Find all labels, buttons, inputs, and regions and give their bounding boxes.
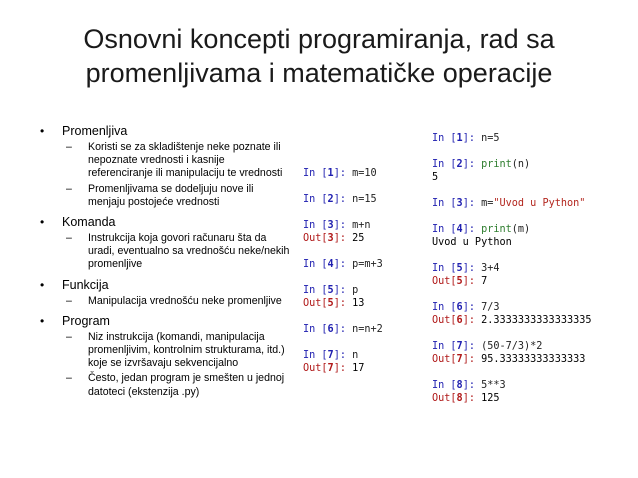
- code-line: [432, 236, 592, 249]
- bullet-dot-icon: •: [40, 313, 45, 328]
- prompt-number: 3: [327, 233, 334, 244]
- code-text: (m): [511, 224, 531, 235]
- code-line: [303, 284, 383, 297]
- prompt-number: 4: [456, 224, 463, 235]
- output-prompt: Out[: [432, 354, 457, 365]
- sub-bullet-text: Instrukcija koja govori računaru šta da uradi, eventualno sa vrednošću neke/nekih promenljive: [88, 232, 290, 271]
- code-line: [303, 271, 383, 284]
- bullet-dot-icon: •: [40, 277, 45, 292]
- code-line: [303, 180, 383, 193]
- prompt-number: 5: [456, 263, 463, 274]
- code-line: [303, 219, 383, 232]
- code-line: [432, 366, 592, 379]
- sub-bullet-text: Koristi se za skladištenje neke poznate ili nepoznate vrednosti i kasnije referenciranje ili manipulaciju te vrednosti: [88, 141, 283, 180]
- input-prompt: ]:: [462, 380, 482, 391]
- input-prompt: In [: [432, 224, 457, 235]
- code-line: [432, 379, 592, 392]
- bullet-label: Promenljiva: [62, 124, 128, 138]
- output-prompt: ]:: [462, 393, 482, 404]
- output-prompt: Out[: [432, 393, 457, 404]
- code-line: [303, 362, 383, 375]
- code-keyword: print: [481, 159, 512, 170]
- input-prompt: ]:: [462, 133, 482, 144]
- input-prompt: ]:: [333, 259, 353, 270]
- bullet-dot-icon: •: [40, 215, 45, 230]
- code-line: [303, 323, 383, 336]
- input-prompt: In [: [303, 168, 328, 179]
- sub-bullet-item: [40, 183, 290, 209]
- code-line: [432, 301, 592, 314]
- code-text: n=15: [352, 194, 377, 205]
- output-prompt: ]:: [333, 233, 353, 244]
- code-line: [432, 392, 592, 405]
- code-line: [432, 275, 592, 288]
- code-text: 3+4: [481, 263, 500, 274]
- input-prompt: In [: [303, 350, 328, 361]
- code-line: [432, 171, 592, 184]
- code-line: [303, 349, 383, 362]
- input-prompt: In [: [432, 380, 457, 391]
- output-value: 2.3333333333333335: [481, 315, 592, 326]
- code-text: m+n: [352, 220, 371, 231]
- output-value: 17: [352, 363, 365, 374]
- sub-bullet-text: Manipulacija vrednošću neke promenljive: [88, 294, 282, 307]
- code-line: [432, 132, 592, 145]
- code-line: [303, 206, 383, 219]
- input-prompt: In [: [432, 159, 457, 170]
- code-text: m=: [481, 198, 494, 209]
- code-line: [432, 340, 592, 353]
- prompt-number: 5: [327, 298, 334, 309]
- output-prompt: ]:: [333, 298, 353, 309]
- prompt-number: 5: [456, 276, 463, 287]
- sub-bullet-item: [40, 141, 290, 181]
- code-text: n=n+2: [352, 324, 383, 335]
- code-line: [432, 314, 592, 327]
- output-prompt: Out[: [432, 276, 457, 287]
- input-prompt: ]:: [462, 341, 482, 352]
- code-line: [432, 210, 592, 223]
- prompt-number: 8: [456, 380, 463, 391]
- input-prompt: In [: [432, 302, 457, 313]
- prompt-number: 6: [456, 302, 463, 313]
- printed-output: 5: [432, 172, 439, 183]
- code-string: "Uvod u Python": [493, 198, 586, 209]
- bullet-item: [40, 314, 290, 329]
- prompt-number: 8: [456, 393, 463, 404]
- input-prompt: ]:: [333, 350, 353, 361]
- bullet-label: Funkcija: [62, 277, 109, 292]
- dash-icon: –: [66, 330, 72, 343]
- bullet-item: [40, 215, 290, 230]
- input-prompt: In [: [303, 194, 328, 205]
- input-prompt: In [: [432, 263, 457, 274]
- code-line: [303, 232, 383, 245]
- code-block-right: [432, 132, 592, 405]
- input-prompt: In [: [432, 198, 457, 209]
- input-prompt: In [: [432, 133, 457, 144]
- output-prompt: Out[: [303, 233, 328, 244]
- output-prompt: ]:: [333, 363, 353, 374]
- sub-bullet-text: Često, jedan program je smešten u jednoj datoteci (ekstenzija .py): [88, 372, 285, 398]
- input-prompt: ]:: [462, 263, 482, 274]
- title-line-2: promenljivama i matematičke operacije: [85, 58, 553, 88]
- code-line: [432, 262, 592, 275]
- prompt-number: 1: [327, 168, 334, 179]
- input-prompt: ]:: [462, 224, 482, 235]
- code-line: [303, 167, 383, 180]
- input-prompt: In [: [303, 220, 328, 231]
- slide-title: [0, 22, 638, 90]
- input-prompt: ]:: [333, 194, 353, 205]
- prompt-number: 1: [456, 133, 463, 144]
- code-line: [432, 184, 592, 197]
- sub-bullet-text: Niz instrukcija (komandi, manipulacija promenljivim, kontrolnim strukturama, itd.) koje se izvršavaju sekvencijalno: [88, 330, 285, 370]
- prompt-number: 3: [327, 220, 334, 231]
- code-text: n: [352, 350, 359, 361]
- bullet-label: Program: [62, 313, 110, 328]
- code-text: p=m+3: [352, 259, 383, 270]
- code-text: n=5: [481, 133, 500, 144]
- code-line: [432, 145, 592, 158]
- sub-bullet-text: Promenljivama se dodeljuju nove ili menjaju postojeće vrednosti: [88, 182, 254, 208]
- sub-bullet-item: [40, 331, 290, 371]
- sub-bullet-item: [40, 372, 290, 398]
- printed-output: Uvod u Python: [432, 237, 512, 248]
- prompt-number: 3: [456, 198, 463, 209]
- code-line: [303, 193, 383, 206]
- code-line: [303, 297, 383, 310]
- code-line: [432, 158, 592, 171]
- bullet-dot-icon: •: [40, 124, 45, 138]
- bullet-label: Komanda: [62, 215, 116, 230]
- output-value: 25: [352, 233, 365, 244]
- prompt-number: 7: [327, 350, 334, 361]
- code-line: [432, 288, 592, 301]
- dash-icon: –: [66, 182, 72, 195]
- input-prompt: In [: [432, 341, 457, 352]
- prompt-number: 7: [456, 354, 463, 365]
- input-prompt: ]:: [462, 159, 482, 170]
- input-prompt: In [: [303, 324, 328, 335]
- input-prompt: ]:: [462, 302, 482, 313]
- output-prompt: Out[: [432, 315, 457, 326]
- input-prompt: ]:: [333, 168, 353, 179]
- title-line-1: Osnovni koncepti programiranja, rad sa: [83, 24, 555, 54]
- output-prompt: ]:: [462, 276, 482, 287]
- output-prompt: ]:: [462, 354, 482, 365]
- bullet-item: [40, 124, 290, 139]
- dash-icon: –: [66, 372, 72, 385]
- code-line: [432, 327, 592, 340]
- prompt-number: 5: [327, 285, 334, 296]
- bullet-list: [40, 118, 290, 399]
- dash-icon: –: [66, 141, 72, 153]
- prompt-number: 7: [456, 341, 463, 352]
- prompt-number: 6: [456, 315, 463, 326]
- input-prompt: In [: [303, 285, 328, 296]
- dash-icon: –: [66, 294, 72, 307]
- input-prompt: ]:: [333, 285, 353, 296]
- dash-icon: –: [66, 232, 72, 245]
- code-text: m=10: [352, 168, 377, 179]
- prompt-number: 4: [327, 259, 334, 270]
- output-prompt: Out[: [303, 298, 328, 309]
- sub-bullet-item: [40, 232, 290, 272]
- output-value: 13: [352, 298, 365, 309]
- output-value: 125: [481, 393, 500, 404]
- code-line: [303, 310, 383, 323]
- code-line: [303, 336, 383, 349]
- code-line: [432, 197, 592, 210]
- code-text: 7/3: [481, 302, 500, 313]
- output-value: 7: [481, 276, 488, 287]
- prompt-number: 7: [327, 363, 334, 374]
- input-prompt: ]:: [333, 324, 353, 335]
- input-prompt: ]:: [333, 220, 353, 231]
- code-line: [432, 249, 592, 262]
- code-text: p: [352, 285, 359, 296]
- code-line: [432, 353, 592, 366]
- output-prompt: ]:: [462, 315, 482, 326]
- output-prompt: Out[: [303, 363, 328, 374]
- bullet-item: [40, 278, 290, 293]
- code-text: (50-7/3)*2: [481, 341, 543, 352]
- code-block-left: [303, 167, 383, 375]
- code-text: 5**3: [481, 380, 506, 391]
- prompt-number: 2: [327, 194, 334, 205]
- code-line: [303, 258, 383, 271]
- code-text: (n): [511, 159, 531, 170]
- input-prompt: ]:: [462, 198, 482, 209]
- output-value: 95.33333333333333: [481, 354, 586, 365]
- prompt-number: 6: [327, 324, 334, 335]
- code-line: [432, 223, 592, 236]
- code-line: [303, 245, 383, 258]
- sub-bullet-item: [40, 295, 290, 308]
- prompt-number: 2: [456, 159, 463, 170]
- input-prompt: In [: [303, 259, 328, 270]
- code-keyword: print: [481, 224, 512, 235]
